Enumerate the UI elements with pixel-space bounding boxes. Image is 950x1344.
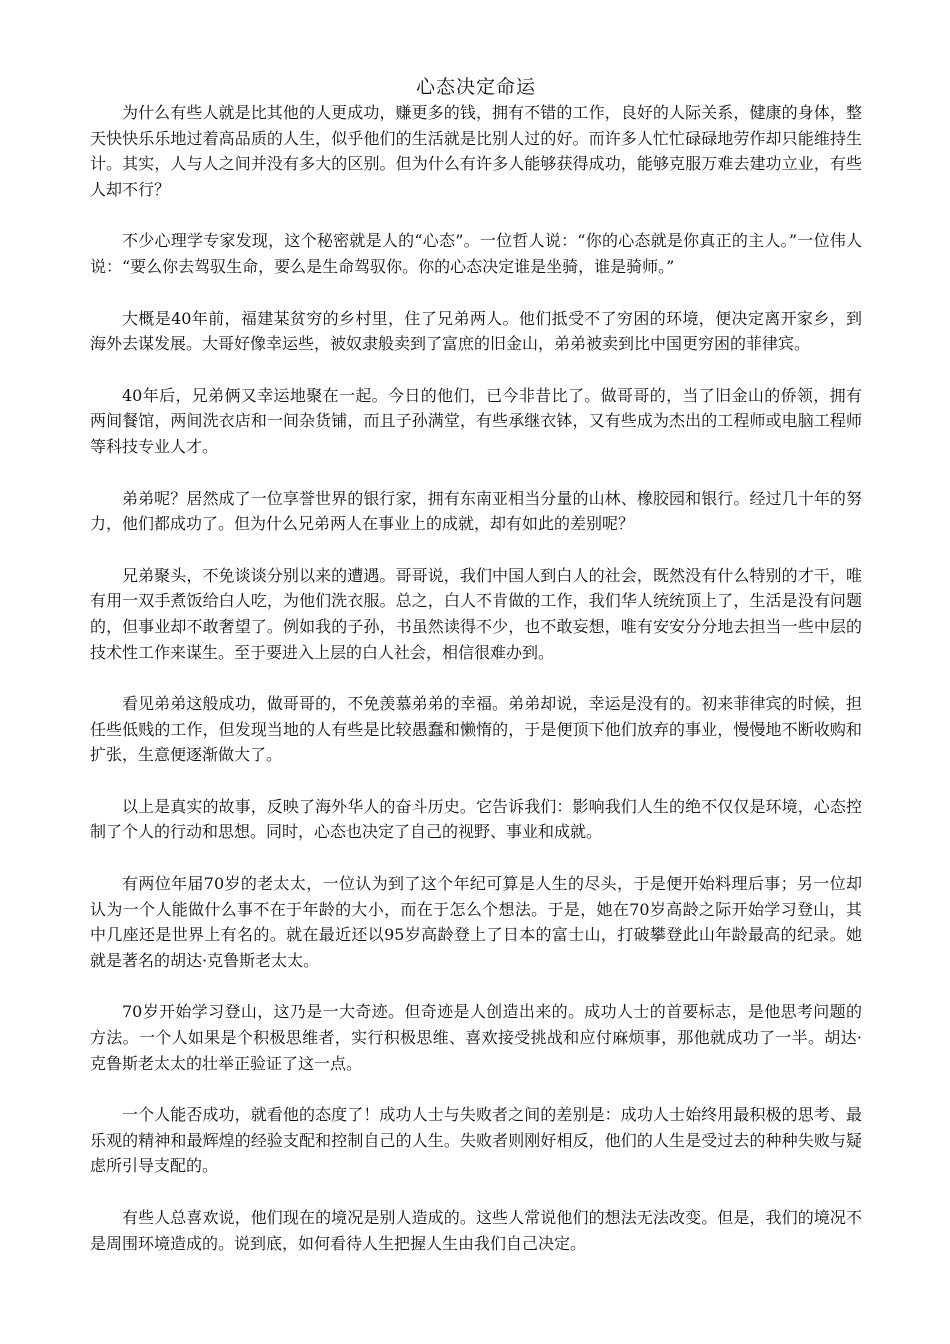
paragraph-1: 为什么有些人就是比其他的人更成功，赚更多的钱，拥有不错的工作，良好的人际关系，健康的身体，整天快快乐乐地过着高品质的人生，似乎他们的生活就是比别人过的好。而许多人忙忙碌碌地劳作却只能维持生计。其实，人与人之间并没有多大的区别。但为什么有许多人能够获得成功，能够克服万难去建功立业，有些人却不行？ xyxy=(90,103,862,199)
paragraph-5: 弟弟呢？居然成了一位享誉世界的银行家，拥有东南亚相当分量的山林、橡胶园和银行。经过几十年的努力，他们都成功了。但为什么兄弟两人在事业上的成就，却有如此的差别呢？ xyxy=(90,488,862,534)
paragraph-11: 一个人能否成功，就看他的态度了！成功人士与失败者之间的差别是：成功人士始终用最积极的思考、最乐观的精神和最辉煌的经验支配和控制自己的人生。失败者则刚好相反，他们的人生是受过去的种种失败与疑虑所引导支配的。 xyxy=(90,1105,862,1176)
paragraph-7: 看见弟弟这般成功，做哥哥的，不免羡慕弟弟的幸福。弟弟却说，幸运是没有的。初来菲律宾的时候，担任些低贱的工作，但发现当地的人有些是比较愚蠢和懒惰的，于是便顶下他们放弃的事业，慢慢地不断收购和扩张，生意便逐渐做大了。 xyxy=(90,694,862,765)
paragraph-4: 40年后，兄弟俩又幸运地聚在一起。今日的他们，已今非昔比了。做哥哥的，当了旧金山的侨领，拥有两间餐馆，两间洗衣店和一间杂货铺，而且子孙满堂，有些承继衣钵，又有些成为杰出的工程师或电脑工程师等科技专业人才。 xyxy=(90,385,862,456)
paragraph-2: 不少心理学专家发现，这个秘密就是人的“心态”。一位哲人说：“你的心态就是你真正的主人。”一位伟人说：“要么你去驾驭生命，要么是生命驾驭你。你的心态决定谁是坐骑，谁是骑师。” xyxy=(90,231,862,276)
paragraph-12: 有些人总喜欢说，他们现在的境况是别人造成的。这些人常说他们的想法无法改变。但是，我们的境况不是周围环境造成的。说到底，如何看待人生把握人生由我们自己决定。 xyxy=(90,1208,862,1253)
paragraph-6: 兄弟聚头，不免谈谈分别以来的遭遇。哥哥说，我们中国人到白人的社会，既然没有什么特别的才干，唯有用一双手煮饭给白人吃，为他们洗衣服。总之，白人不肯做的工作，我们华人统统顶上了，生活是没有问题的，但事业却不敢奢望了。例如我的子孙，书虽然读得不少，也不敢妄想，唯有安安分分地去担当一些中层的技术性工作来谋生。至于要进入上层的白人社会，相信很难办到。 xyxy=(90,565,862,662)
paragraph-8: 以上是真实的故事，反映了海外华人的奋斗历史。它告诉我们：影响我们人生的绝不仅仅是环境，心态控制了个人的行动和思想。同时，心态也决定了自己的视野、事业和成就。 xyxy=(90,796,862,842)
paragraph-10: 70岁开始学习登山，这乃是一大奇迹。但奇迹是人创造出来的。成功人士的首要标志，是他思考问题的方法。一个人如果是个积极思维者，实行积极思维、喜欢接受挑战和应付麻烦事，那他就成功了一半。胡达·克鲁斯老太太的壮举正验证了这一点。 xyxy=(90,1002,862,1073)
document-page xyxy=(90,74,862,1282)
document-title: 心态决定命运 xyxy=(415,76,536,98)
paragraph-9: 有两位年届70岁的老太太，一位认为到了这个年纪可算是人生的尽头，于是便开始料理后事；另一位却认为一个人能做什么事不在于年龄的大小，而在于怎么个想法。于是，她在70岁高龄之际开始学习登山，其中几座还是世界上有名的。就在最近还以95岁高龄登上了日本的富士山，打破攀登此山年龄最高的纪录。她就是著名的胡达·克鲁斯老太太。 xyxy=(90,874,862,970)
paragraph-3: 大概是40年前，福建某贫穷的乡村里，住了兄弟两人。他们抵受不了穷困的环境，便决定离开家乡，到海外去谋发展。大哥好像幸运些，被奴隶般卖到了富庶的旧金山，弟弟被卖到比中国更穷困的菲律宾。 xyxy=(90,308,862,354)
